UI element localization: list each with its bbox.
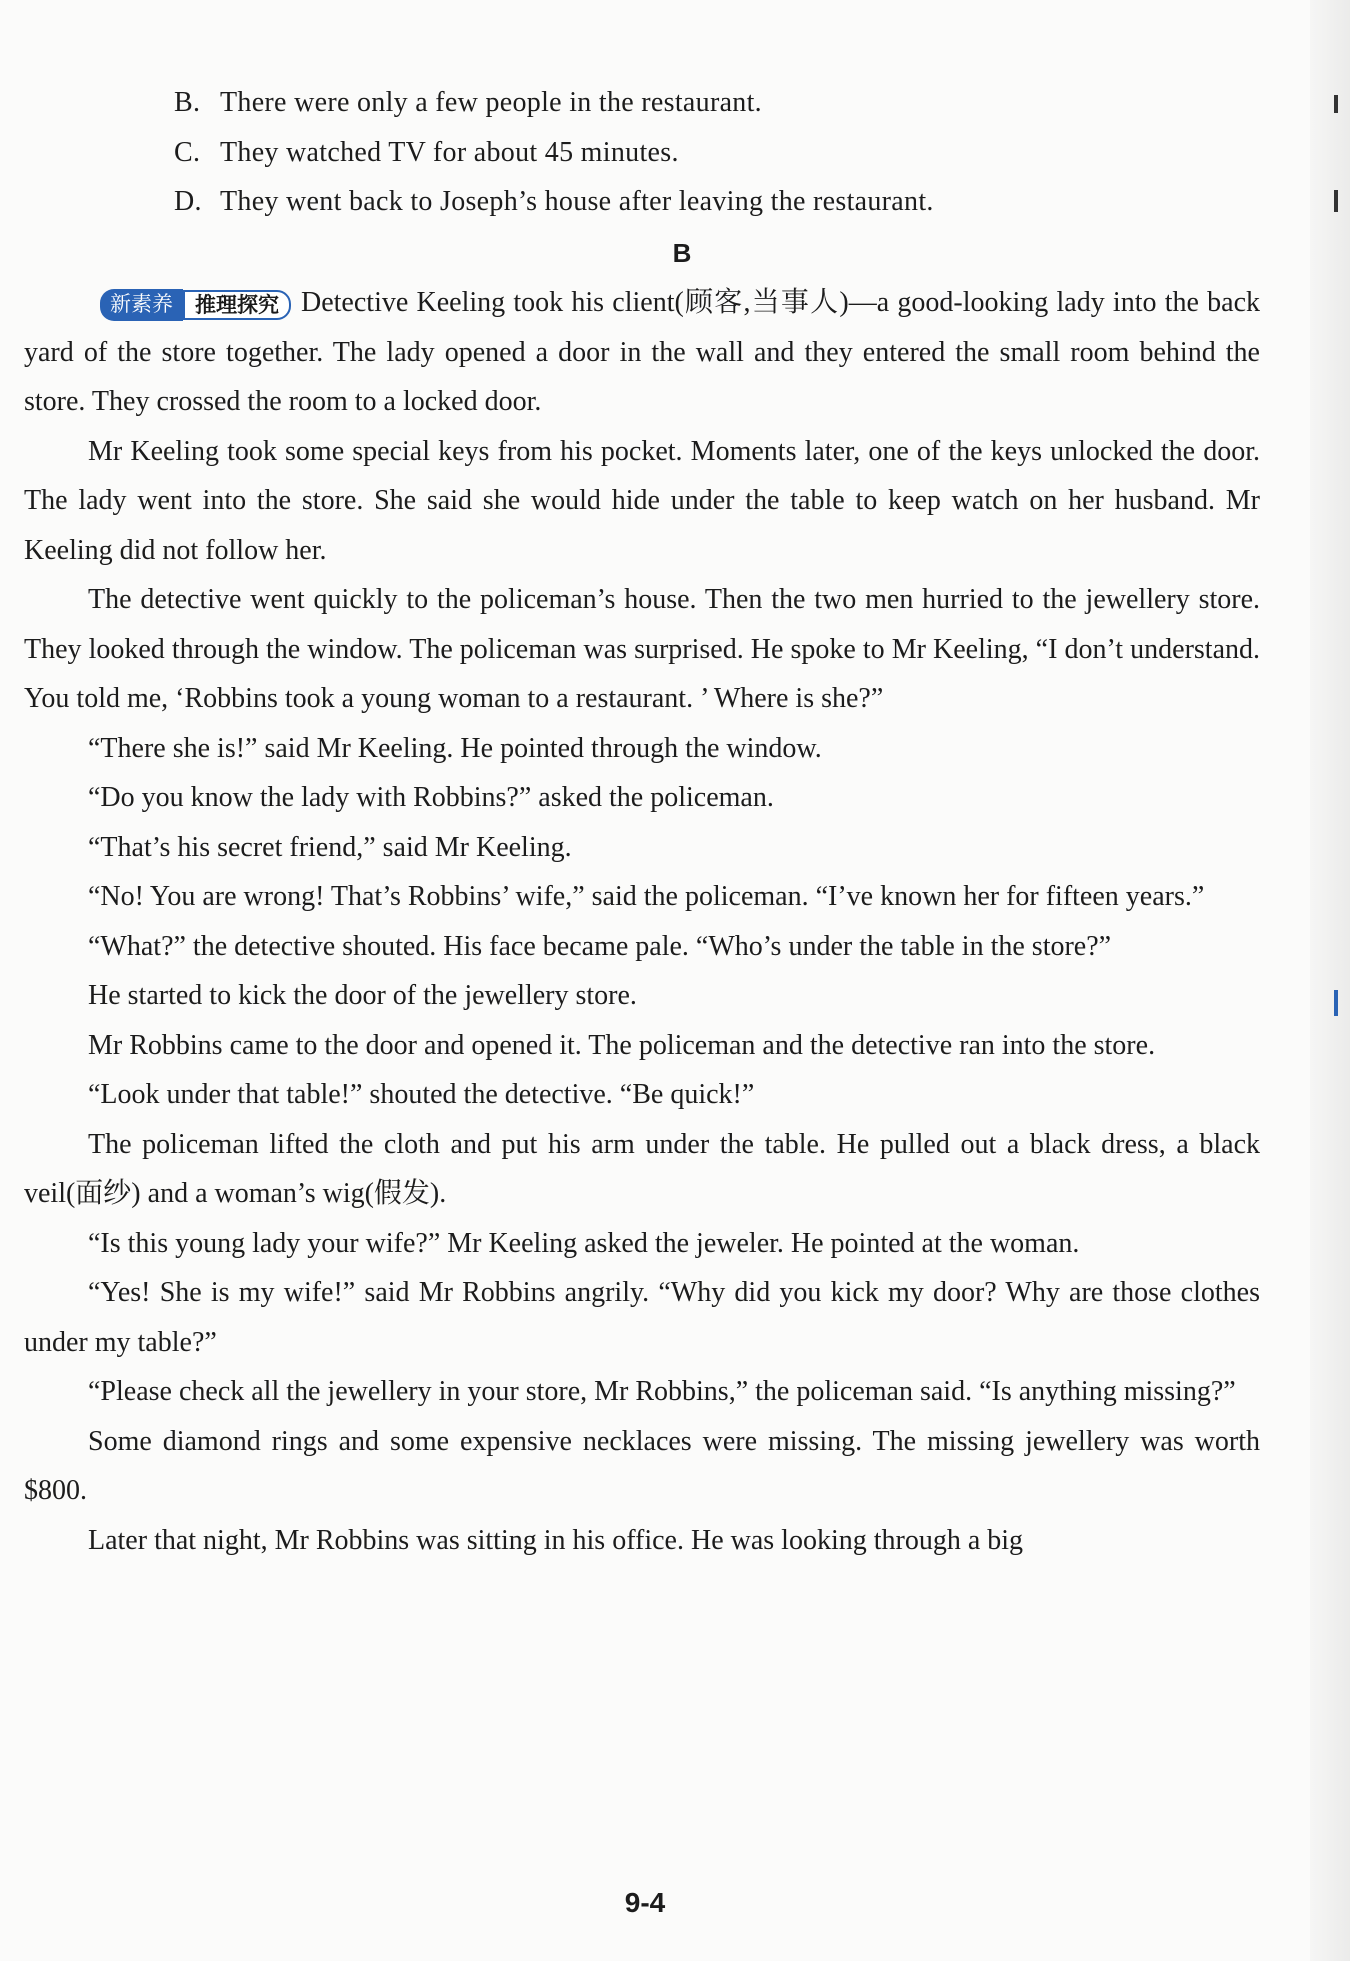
paragraph: The policeman lifted the cloth and put his arm under the table. He pulled out a black dress, a black veil(面纱) and a woman’s wig(假发). [24, 1128, 1260, 1209]
page-number: 9-4 [624, 1887, 666, 1918]
document-body [24, 78, 1260, 1565]
option-key: D. [174, 186, 202, 217]
margin-mark [1334, 990, 1338, 1016]
option-d [24, 177, 1260, 227]
option-b [24, 78, 1260, 128]
paragraph: The detective went quickly to the policeman’s house. Then the two men hurried to the jewellery store. They looked through the window. The policeman was surprised. He spoke to Mr Keeling, “I don’t understand. You told me, ‘Robbins took a young woman to a restaurant. ’ Where is she?” [24, 584, 1260, 714]
paragraph: Mr Robbins came to the door and opened it. The policeman and the detective ran into the store. [88, 1029, 1156, 1061]
option-c [24, 128, 1260, 178]
paragraph-text: Detective Keeling took his client(顾客,当事人)—a good-looking lady into the back yard of the store together. The lady opened a door in the wall and they entered the small room behind the store. They crossed the room to a locked door. [24, 287, 1260, 417]
paragraph: “Please check all the jewellery in your store, Mr Robbins,” the policeman said. “Is anything missing?” [88, 1376, 1236, 1407]
margin-mark [1334, 190, 1338, 212]
option-text: They watched TV for about 45 minutes. [220, 136, 679, 168]
option-text: They went back to Joseph’s house after leaving the restaurant. [220, 186, 934, 217]
section-heading: B [672, 237, 692, 268]
paragraph: Some diamond rings and some expensive necklaces were missing. The missing jewellery was worth $800. [24, 1425, 1260, 1506]
paragraph: “There she is!” said Mr Keeling. He pointed through the window. [88, 732, 822, 764]
paragraph: He started to kick the door of the jewellery store. [88, 980, 637, 1011]
option-key: B. [174, 87, 201, 118]
paragraph: “Do you know the lady with Robbins?” asked the policeman. [88, 782, 774, 813]
paragraph: Mr Keeling took some special keys from his pocket. Moments later, one of the keys unlocked the door. The lady went into the store. She said she would hide under the table to keep watch on her husband. Mr Keeling did not follow her. [24, 435, 1260, 566]
badge-left: 新素养 [100, 289, 183, 321]
paragraph [24, 278, 1260, 427]
option-text: There were only a few people in the restaurant. [220, 87, 762, 118]
paragraph: “No! You are wrong! That’s Robbins’ wife,” said the policeman. “I’ve known her for fifteen years.” [88, 881, 1205, 912]
section-badge [100, 289, 291, 321]
paragraph: “What?” the detective shouted. His face became pale. “Who’s under the table in the store?” [88, 930, 1112, 962]
paragraph: “That’s his secret friend,” said Mr Keeling. [88, 831, 572, 863]
option-key: C. [174, 136, 201, 168]
margin-mark [1334, 95, 1338, 113]
badge-right: 推理探究 [183, 290, 291, 320]
paragraph: “Is this young lady your wife?” Mr Keeling asked the jeweler. He pointed at the woman. [88, 1227, 1080, 1259]
paragraph: “Look under that table!” shouted the detective. “Be quick!” [88, 1079, 755, 1110]
page-edge [1310, 0, 1350, 1961]
paragraph: Later that night, Mr Robbins was sitting in his office. He was looking through a big [88, 1524, 1024, 1556]
paragraph: “Yes! She is my wife!” said Mr Robbins angrily. “Why did you kick my door? Why are those clothes under my table?” [24, 1277, 1260, 1358]
